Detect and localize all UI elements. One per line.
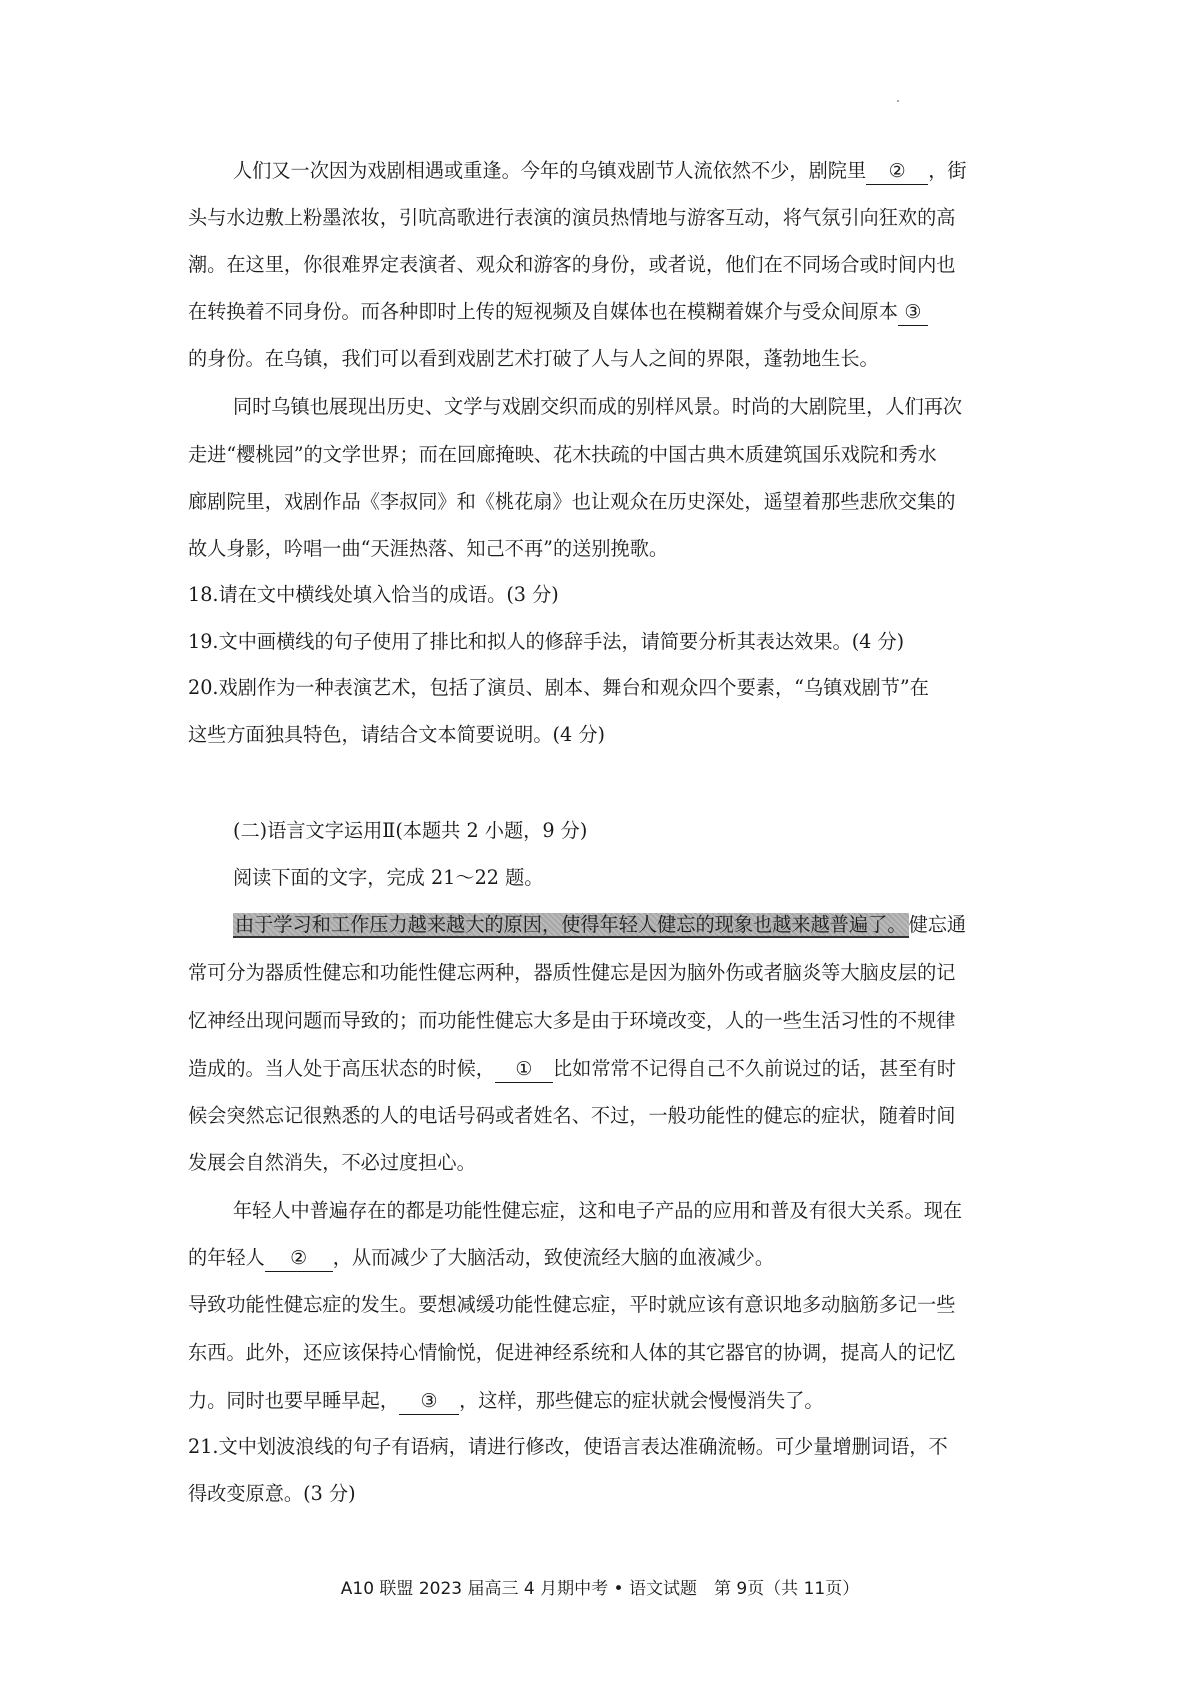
section-instruction: 阅读下面的文字，完成 21～22 题。 [233,866,544,889]
passage2-line-11: 力。同时也要早睡早起， ③ ，这样，那些健忘的症状就会慢慢消失了。 [188,1386,824,1416]
fill-blank-2[interactable]: ② [866,158,928,185]
page-footer: A10 联盟 2023 届高三 4 月期中考 • 语文试题 第 9页（共 11页） [340,1579,860,1599]
passage2-line-3: 忆神经出现问题而导致的；而功能性健忘大多是由于环境改变，人的一些生活习性的不规律 [188,1009,956,1032]
passage1-line-5: 的身份。在乌镇，我们可以看到戏剧艺术打破了人与人之间的界限，蓬勃地生长。 [188,347,879,370]
passage2-line-2: 常可分为器质性健忘和功能性健忘两种，器质性健忘是因为脑外伤或者脑炎等大脑皮层的记 [188,961,956,984]
question-21-line-1: 21.文中划波浪线的句子有语病，请进行修改，使语言表达准确流畅。可少量增删词语，不 [188,1435,948,1458]
question-18: 18.请在文中横线处填入恰当的成语。(3 分) [188,583,559,606]
passage2-line-10: 东西。此外，还应该保持心情愉悦，促进神经系统和人体的其它器官的协调，提高人的记忆 [188,1341,956,1364]
fill-blank-1[interactable]: ① [495,1056,553,1083]
question-20-line-2: 这些方面独具特色，请结合文本简要说明。(4 分) [188,723,606,746]
passage2-line-9: 导致功能性健忘症的发生。要想减缓功能性健忘症，平时就应该有意识地多动脑筋多记一些 [188,1293,956,1316]
passage2-line-5: 候会突然忘记很熟悉的人的电话号码或者姓名、不过，一般功能性的健忘的症状，随着时间 [188,1104,956,1127]
passage2-line-7: 年轻人中普遍存在的都是功能性健忘症，这和电子产品的应用和普及有很大关系。现在 [233,1199,963,1222]
question-21-line-2: 得改变原意。(3 分) [188,1482,356,1505]
section-heading: (二)语言文字运用Ⅱ(本题共 2 小题，9 分) [233,819,588,842]
passage1-line-1: 人们又一次因为戏剧相遇或重逢。今年的乌镇戏剧节人流依然不少，剧院里 ② ，街 [233,156,967,186]
passage2-line-8: 的年轻人 ② ，从而减少了大脑活动，致使流经大脑的血液减少。 [188,1243,774,1273]
highlighted-error-sentence: 由于学习和工作压力越来越大的原因，使得年轻人健忘的现象也越来越普遍了。 [235,913,907,936]
fill-blank-2b[interactable]: ② [265,1245,333,1272]
fill-blank-3b[interactable]: ③ [399,1388,459,1415]
passage1-line-8: 廊剧院里，戏剧作品《李叔同》和《桃花扇》也让观众在历史深处，遥望着那些悲欣交集的 [188,490,956,513]
question-19: 19.文中画横线的句子使用了排比和拟人的修辞手法，请简要分析其表达效果。(4 分) [188,630,905,653]
fill-blank-3[interactable]: ③ [898,299,928,326]
question-20-line-1: 20.戏剧作为一种表演艺术，包括了演员、剧本、舞台和观众四个要素，“乌镇戏剧节”在 [188,676,929,699]
passage1-line-4: 在转换着不同身份。而各种即时上传的短视频及自媒体也在模糊着媒介与受众间原本 ③ [188,297,928,327]
passage1-line-3: 潮。在这里，你很难界定表演者、观众和游客的身份，或者说，他们在不同场合或时间内也 [188,253,956,276]
passage2-line-4: 造成的。当人处于高压状态的时候， ① 比如常常不记得自己不久前说过的话，甚至有时 [188,1054,956,1084]
passage1-line-2: 头与水边敷上粉墨浓妆，引吭高歌进行表演的演员热情地与游客互动，将气氛引向狂欢的高 [188,206,956,229]
passage1-line-9: 故人身影，吟唱一曲“天涯热落、知己不再”的送别挽歌。 [188,537,669,560]
passage2-line-6: 发展会自然消失，不必过度担心。 [188,1151,476,1174]
passage2-line-1: 由于学习和工作压力越来越大的原因，使得年轻人健忘的现象也越来越普遍了。 健忘通 [235,913,967,936]
passage1-line-6: 同时乌镇也展现出历史、文学与戏剧交织而成的别样风景。时尚的大剧院里，人们再次 [233,395,963,418]
scan-speck [897,100,899,102]
passage1-line-7: 走进“樱桃园”的文学世界；而在回廊掩映、花木扶疏的中国古典木质建筑国乐戏院和秀水 [188,443,937,466]
